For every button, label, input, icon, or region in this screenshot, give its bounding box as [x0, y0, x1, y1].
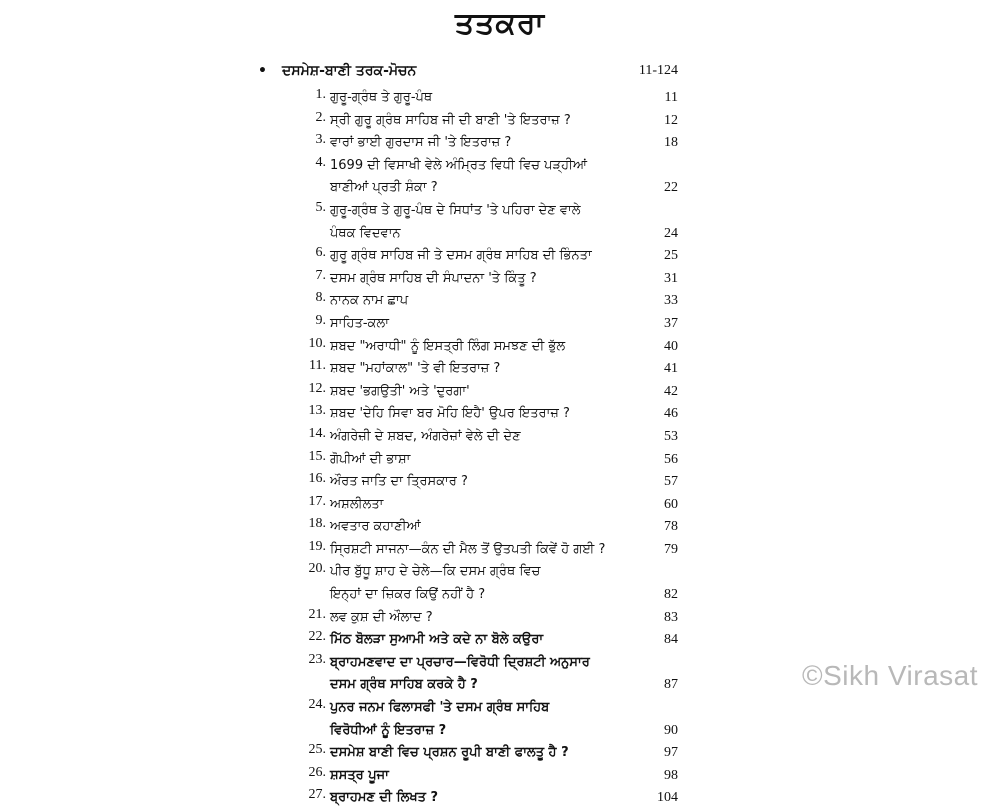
entry-title: ਅਵਤਾਰ ਕਹਾਣੀਆਂ [330, 519, 421, 535]
entry-number: 26. [308, 764, 326, 780]
entry-number: 14. [308, 425, 326, 441]
entry-page-number: 56 [664, 451, 678, 467]
entry-title: ਸ਼ਬਦ 'ਭਗਉਤੀ' ਅਤੇ 'ਦੁਰਗਾ' [330, 383, 470, 399]
entry-title: ਗੁਰੂ-ਗ੍ਰੰਥ ਤੇ ਗੁਰੂ-ਪੰਥ [330, 90, 433, 105]
entry-title: ਨਾਨਕ ਨਾਮ ਛਾਪ [330, 293, 409, 309]
entry-page-number: 42 [664, 383, 678, 399]
entry-page-number: 90 [664, 722, 678, 738]
entry-number: 3. [315, 132, 326, 148]
entry-page-number: 31 [664, 270, 678, 286]
entry-page-number: 82 [664, 587, 678, 603]
entry-number: 8. [315, 290, 326, 306]
toc-entry [290, 787, 678, 810]
entry-page-number: 84 [664, 632, 678, 648]
toc-entry [290, 155, 678, 200]
entry-number: 5. [315, 199, 326, 215]
table-of-contents [290, 87, 678, 810]
entry-title: ਵਿਰੋਧੀਆਂ ਨੂੰ ਇਤਰਾਜ਼ ? [330, 722, 447, 738]
entry-number: 10. [308, 335, 326, 351]
entry-number: 1. [315, 87, 326, 102]
entry-number: 13. [308, 403, 326, 419]
toc-entry [290, 268, 678, 291]
entry-title: ਵਾਰਾਂ ਭਾਈ ਗੁਰਦਾਸ ਜੀ 'ਤੇ ਇਤਰਾਜ਼ ? [330, 135, 512, 151]
entry-number: 22. [308, 629, 326, 645]
toc-entry [290, 697, 678, 742]
entry-title: ਬ੍ਰਾਹਮਣ ਦੀ ਲਿਖਤ ? [330, 790, 439, 806]
toc-entry [290, 358, 678, 381]
entry-title: ਦਸਮੇਸ਼ ਬਾਣੀ ਵਿਚ ਪ੍ਰਸ਼ਨ ਰੂਪੀ ਬਾਣੀ ਫਾਲਤੂ ਹੈ ? [330, 745, 569, 761]
toc-entry [290, 87, 678, 110]
entry-page-number: 46 [664, 406, 678, 422]
entry-number: 7. [315, 267, 326, 283]
entry-number: 17. [308, 493, 326, 509]
entry-title: ਦਸਮ ਗ੍ਰੰਥ ਸਾਹਿਬ ਕਰਕੇ ਹੈ ? [330, 677, 478, 693]
entry-number: 25. [308, 742, 326, 758]
toc-entry [290, 629, 678, 652]
entry-page-number: 33 [664, 293, 678, 309]
toc-entry [290, 403, 678, 426]
toc-entry [290, 381, 678, 404]
watermark: ©Sikh Virasat [801, 660, 978, 691]
entry-title: ਔਰਤ ਜਾਤਿ ਦਾ ਤ੍ਰਿਸਕਾਰ ? [330, 474, 468, 490]
entry-title: ਬ੍ਰਾਹਮਣਵਾਦ ਦਾ ਪ੍ਰਚਾਰ—ਵਿਰੋਧੀ ਦ੍ਰਿਸ਼ਟੀ ਅਨੁਸਾਰ [330, 654, 590, 670]
entry-page-number: 11 [664, 90, 678, 105]
entry-number: 24. [308, 697, 326, 713]
toc-entry [290, 742, 678, 765]
entry-title: ਸ੍ਰੀ ਗੁਰੂ ਗ੍ਰੰਥ ਸਾਹਿਬ ਜੀ ਦੀ ਬਾਣੀ 'ਤੇ ਇਤਰਾਜ਼ ? [330, 112, 571, 128]
toc-entry [290, 652, 678, 697]
toc-entry [290, 539, 678, 562]
entry-number: 4. [315, 154, 326, 170]
entry-title: ਅਸ਼ਲੀਲਤਾ [330, 496, 384, 512]
entry-page-number: 12 [664, 112, 678, 128]
entry-title: 1699 ਦੀ ਵਿਸਾਖੀ ਵੇਲੇ ਅੰਮ੍ਰਿਤ ਵਿਧੀ ਵਿਚ ਪੜ੍ਹੀਆਂ [330, 157, 588, 173]
entry-number: 15. [308, 448, 326, 464]
toc-entry [290, 132, 678, 155]
entry-title: ਸ਼ਬਦ "ਅਰਾਧੀ" ਨੂੰ ਇਸਤ੍ਰੀ ਲਿੰਗ ਸਮਝਣ ਦੀ ਭੁੱਲ [330, 338, 566, 354]
entry-title: ਸ੍ਰਿਸ਼ਟੀ ਸਾਜਨਾ—ਕੰਨ ਦੀ ਮੈਲ ਤੋਂ ਉਤਪਤੀ ਕਿਵੇਂ ਹੋ ਗਈ ? [330, 541, 606, 557]
entry-page-number: 41 [664, 361, 678, 377]
entry-number: 9. [315, 312, 326, 328]
section-title: ਦਸਮੇਸ਼-ਬਾਣੀ ਤਰਕ-ਮੋਚਨ [282, 63, 417, 79]
entry-number: 2. [315, 109, 326, 125]
entry-title: ਗੋਪੀਆਂ ਦੀ ਭਾਸ਼ਾ [330, 451, 411, 467]
toc-entry [290, 765, 678, 788]
entry-page-number: 57 [664, 474, 678, 490]
entry-page-number: 24 [664, 225, 678, 241]
entry-page-number: 53 [664, 428, 678, 444]
entry-page-number: 104 [657, 790, 678, 806]
entry-title: ਬਾਣੀਆਂ ਪ੍ਰਤੀ ਸ਼ੰਕਾ ? [330, 180, 438, 196]
entry-number: 12. [308, 380, 326, 396]
entry-page-number: 83 [664, 609, 678, 625]
entry-page-number: 40 [664, 338, 678, 354]
entry-title: ਮਿੱਠ ਬੋਲੜਾ ਸੁਆਮੀ ਅਤੇ ਕਦੇ ਨਾ ਬੋਲੇ ਕਉਰਾ [330, 632, 544, 648]
page-title: ਤਤਕਰਾ [454, 6, 546, 41]
entry-number: 18. [308, 516, 326, 532]
entry-title: ਦਸਮ ਗ੍ਰੰਥ ਸਾਹਿਬ ਦੀ ਸੰਪਾਦਨਾ 'ਤੇ ਕਿੰਤੂ ? [330, 270, 537, 286]
entry-number: 19. [308, 538, 326, 554]
toc-entry [290, 200, 678, 245]
toc-entry [290, 336, 678, 359]
entry-title: ਲਵ ਕੁਸ਼ ਦੀ ਔਲਾਦ ? [330, 609, 433, 625]
entry-title: ਸਾਹਿਤ-ਕਲਾ [330, 315, 389, 331]
section-page-range: 11-124 [638, 63, 678, 78]
toc-entry [290, 561, 678, 606]
entry-number: 6. [315, 245, 326, 261]
toc-entry [290, 607, 678, 630]
toc-entry [290, 516, 678, 539]
entry-title: ਗੁਰੂ ਗ੍ਰੰਥ ਸਾਹਿਬ ਜੀ ਤੇ ਦਸਮ ਗ੍ਰੰਥ ਸਾਹਿਬ ਦੀ ਭਿੰਨਤਾ [330, 248, 592, 264]
entry-title: ਪੁਨਰ ਜਨਮ ਫਿਲਾਸਫੀ 'ਤੇ ਦਸਮ ਗ੍ਰੰਥ ਸਾਹਿਬ [330, 700, 550, 716]
entry-page-number: 98 [664, 767, 678, 783]
toc-entry [290, 313, 678, 336]
entry-page-number: 78 [664, 519, 678, 535]
entry-page-number: 22 [664, 180, 678, 196]
entry-page-number: 18 [664, 135, 678, 151]
entry-number: 16. [308, 471, 326, 487]
entry-number: 27. [308, 787, 326, 803]
entry-page-number: 97 [664, 745, 678, 761]
toc-entry [290, 471, 678, 494]
entry-page-number: 87 [664, 677, 678, 693]
toc-entry [290, 426, 678, 449]
entry-number: 11. [309, 358, 326, 374]
entry-title: ਪੀਰ ਬੁੱਧੂ ਸ਼ਾਹ ਦੇ ਚੇਲੇ—ਕਿ ਦਸਮ ਗ੍ਰੰਥ ਵਿਚ [330, 564, 541, 580]
toc-entry [290, 245, 678, 268]
entry-title: ਸ਼ਸਤ੍ਰ ਪੂਜਾ [330, 767, 389, 783]
toc-entry [290, 110, 678, 133]
entry-page-number: 60 [664, 496, 678, 512]
section-heading [258, 63, 678, 87]
toc-entry [290, 449, 678, 472]
entry-title: ਗੁਰੂ-ਗ੍ਰੰਥ ਤੇ ਗੁਰੂ-ਪੰਥ ਦੇ ਸਿਧਾਂਤ 'ਤੇ ਪਹਿਰਾ ਦੇਣ ਵਾਲੇ [330, 202, 581, 218]
toc-entry [290, 290, 678, 313]
entry-title: ਸ਼ਬਦ "ਮਹਾਂਕਾਲ" 'ਤੇ ਵੀ ਇਤਰਾਜ਼ ? [330, 361, 501, 377]
entry-number: 21. [308, 606, 326, 622]
entry-page-number: 37 [664, 315, 678, 331]
entry-page-number: 25 [664, 248, 678, 264]
entry-title: ਇਨ੍ਹਾਂ ਦਾ ਜ਼ਿਕਰ ਕਿਉਂ ਨਹੀਂ ਹੈ ? [330, 587, 486, 603]
bullet-icon: • [258, 63, 267, 79]
entry-number: 23. [308, 651, 326, 667]
entry-number: 20. [308, 561, 326, 577]
entry-page-number: 79 [664, 541, 678, 557]
toc-entry [290, 494, 678, 517]
entry-title: ਸ਼ਬਦ 'ਦੇਹਿ ਸਿਵਾ ਬਰ ਮੋਹਿ ਇਹੈ' ਉਪਰ ਇਤਰਾਜ਼ ? [330, 406, 570, 422]
entry-title: ਪੰਥਕ ਵਿਦਵਾਨ [330, 225, 401, 241]
entry-title: ਅੰਗਰੇਜ਼ੀ ਦੇ ਸ਼ਬਦ, ਅੰਗਰੇਜ਼ਾਂ ਵੇਲੇ ਦੀ ਦੇਣ [330, 428, 521, 444]
